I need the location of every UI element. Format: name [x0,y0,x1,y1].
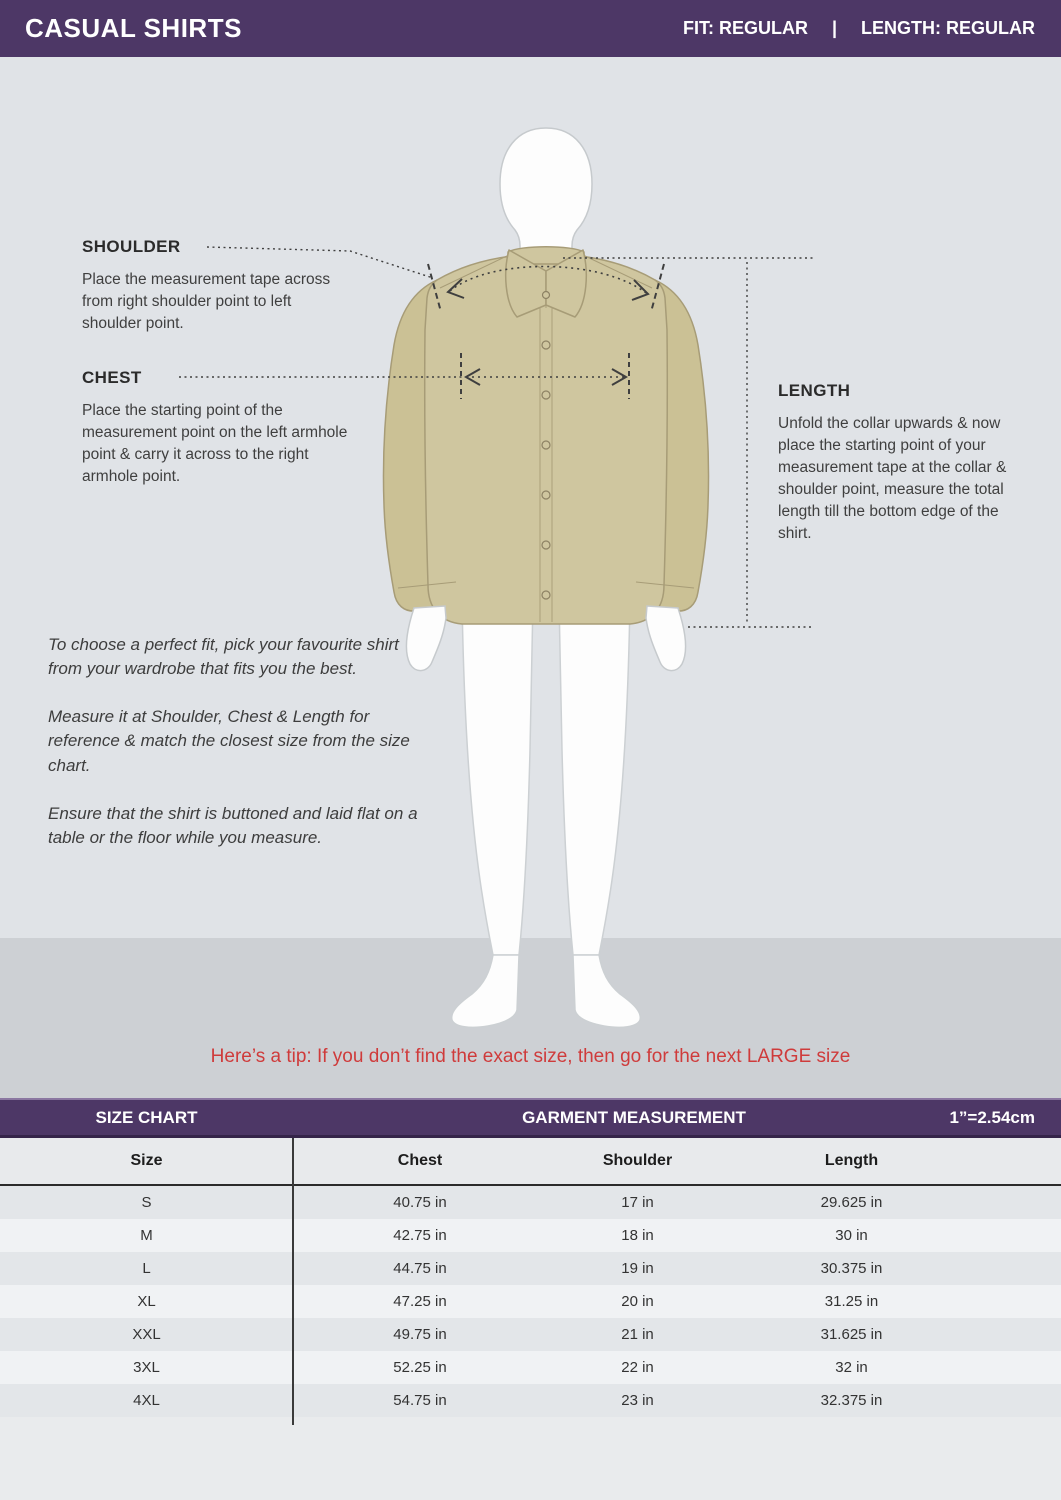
cell-length: 32.375 in [820,1392,883,1409]
table-row [0,1351,1061,1384]
column-header-size: Size [130,1152,163,1169]
size-tip-banner: Here’s a tip: If you don’t find the exact size, then go for the next LARGE size [210,1046,851,1067]
cell-length: 29.625 in [820,1194,883,1211]
shoulder-text: Place the measurement tape across from right shoulder point to left shoulder point. [82,271,331,332]
size-chart-label: SIZE CHART [95,1107,198,1127]
chest-text: Place the starting point of the measurement point on the left armhole point & carry it across to the right armhole point. [82,402,348,485]
table-row [0,1252,1061,1285]
chest-annotation [82,368,357,488]
cell-shoulder: 23 in [621,1392,654,1409]
cell-shoulder: 18 in [621,1227,654,1244]
column-header-length: Length [824,1152,879,1169]
shoulder-annotation [82,237,352,335]
fit-tips [48,633,418,874]
length-text: Unfold the collar upwards & now place the starting point of your measurement tape at the collar & shoulder point, measure the total length till the bottom edge of the shirt. [778,415,1007,542]
table-row [0,1186,1061,1219]
cell-shoulder: 22 in [621,1359,654,1376]
cell-size: XL [137,1293,156,1310]
length-heading: LENGTH [778,381,851,400]
column-divider [292,1138,294,1425]
length-annotation [778,381,1028,545]
cell-chest: 54.75 in [393,1392,447,1409]
floor-band [0,938,1061,1098]
cell-length: 31.25 in [824,1293,879,1310]
table-body [0,1186,1061,1417]
fit-label: FIT: REGULAR [682,18,808,38]
cell-size: 4XL [133,1392,160,1409]
tip-paragraph-1: To choose a perfect fit, pick your favourite shirt from your wardrobe that fits you the best. [48,635,399,679]
cell-chest: 52.25 in [393,1359,447,1376]
table-header-row [0,1138,1061,1186]
cell-size: 3XL [133,1359,160,1376]
cell-chest: 47.25 in [393,1293,447,1310]
size-chart-title-bar [0,1098,1061,1138]
cell-chest: 42.75 in [393,1227,447,1244]
cell-shoulder: 20 in [621,1293,654,1310]
table-row [0,1219,1061,1252]
cell-length: 30 in [835,1227,868,1244]
table-row [0,1384,1061,1417]
fit-separator: | [831,18,837,38]
length-label: LENGTH: REGULAR [861,18,1035,38]
size-chart-section [0,1098,1061,1500]
cell-size: L [142,1260,151,1277]
cell-chest: 49.75 in [393,1326,447,1343]
page-title: CASUAL SHIRTS [25,13,242,43]
cell-chest: 44.75 in [393,1260,447,1277]
shoulder-heading: SHOULDER [82,237,181,256]
cell-shoulder: 17 in [621,1194,654,1211]
table-row [0,1285,1061,1318]
cell-chest: 40.75 in [393,1194,447,1211]
cell-length: 30.375 in [820,1260,883,1277]
column-header-chest: Chest [397,1152,443,1169]
column-header-shoulder: Shoulder [602,1152,673,1169]
cell-length: 31.625 in [820,1326,883,1343]
cell-size: S [141,1194,152,1211]
cell-size: XXL [132,1326,161,1343]
cell-shoulder: 21 in [621,1326,654,1343]
garment-measurement-label: GARMENT MEASUREMENT [522,1107,746,1127]
shirt [383,247,708,624]
tip-paragraph-2: Measure it at Shoulder, Chest & Length for reference & match the closest size from the size chart. [48,707,410,775]
unit-conversion-label: 1”=2.54cm [949,1107,1035,1127]
table-row [0,1318,1061,1351]
chest-heading: CHEST [82,368,142,387]
cell-shoulder: 19 in [621,1260,654,1277]
tip-paragraph-3: Ensure that the shirt is buttoned and laid flat on a table or the floor while you measure. [48,803,418,847]
cell-size: M [140,1227,153,1244]
cell-length: 32 in [835,1359,868,1376]
